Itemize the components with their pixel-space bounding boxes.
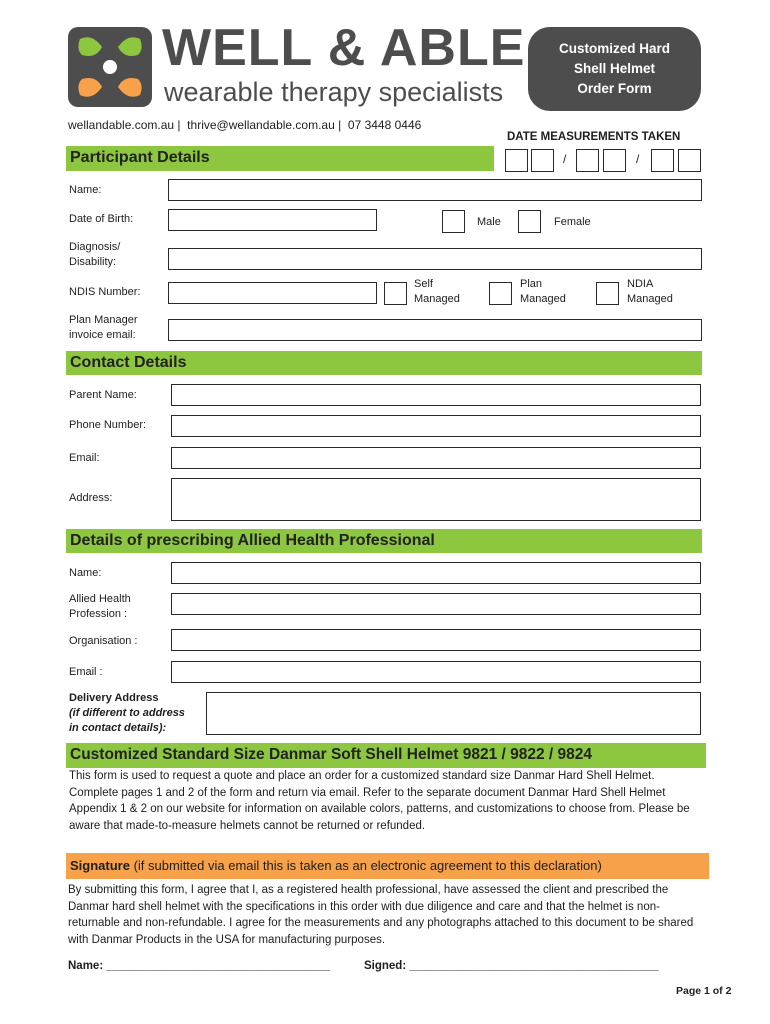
- signature-heading: [66, 853, 709, 879]
- organisation-label: Organisation :: [69, 635, 138, 647]
- delivery-address-label: Delivery Address: [69, 692, 159, 704]
- signature-signed-line[interactable]: Signed: _______________________________________: [364, 960, 659, 972]
- organisation-field[interactable]: [171, 629, 701, 651]
- profession-field[interactable]: [171, 593, 701, 615]
- signature-name-line[interactable]: Name: ___________________________________: [68, 960, 331, 972]
- female-label: Female: [554, 216, 591, 228]
- ndia-managed-label: NDIA Managed: [627, 278, 673, 305]
- participant-name-field[interactable]: [168, 179, 702, 201]
- phone-label: Phone Number:: [69, 419, 147, 431]
- address-field[interactable]: [171, 478, 701, 521]
- day-digit-2[interactable]: [531, 149, 554, 172]
- month-digit-1[interactable]: [576, 149, 599, 172]
- brand-name: WELL & ABLE: [162, 19, 526, 77]
- brand-tagline: wearable therapy specialists: [164, 77, 504, 107]
- form-badge: Customized Hard Shell Helmet Order Form: [528, 27, 701, 111]
- phone-field[interactable]: [171, 415, 701, 437]
- plan-managed-checkbox[interactable]: [489, 282, 512, 305]
- address-label: Address:: [69, 492, 113, 504]
- logo-mark: [68, 27, 152, 107]
- signature-heading-bold: Signature: [70, 858, 130, 873]
- diagnosis-field[interactable]: [168, 248, 702, 270]
- parent-name-field[interactable]: [171, 384, 701, 406]
- ndis-field[interactable]: [168, 282, 377, 304]
- allied-health-heading: Details of prescribing Allied Health Professional: [66, 529, 702, 553]
- allied-name-field[interactable]: [171, 562, 701, 584]
- participant-details-heading: Participant Details: [66, 146, 494, 171]
- date-separator: /: [563, 152, 567, 166]
- male-checkbox[interactable]: [442, 210, 465, 233]
- participant-name-label: Name:: [69, 184, 102, 196]
- page-number: Page 1 of 2: [676, 985, 732, 997]
- day-digit-1[interactable]: [505, 149, 528, 172]
- male-label: Male: [477, 216, 501, 228]
- date-separator: /: [636, 152, 640, 166]
- helmet-heading: Customized Standard Size Danmar Soft Shell Helmet 9821 / 9822 / 9824: [66, 743, 706, 768]
- ndis-label: NDIS Number:: [69, 286, 141, 298]
- plan-manager-email-field[interactable]: [168, 319, 702, 341]
- allied-email-field[interactable]: [171, 661, 701, 683]
- allied-name-label: Name:: [69, 567, 102, 579]
- contact-email-label: Email:: [69, 452, 100, 464]
- plan-manager-email-label: Plan Manager invoice email:: [69, 314, 138, 341]
- month-digit-2[interactable]: [603, 149, 626, 172]
- date-measurements-label: DATE MEASUREMENTS TAKEN: [507, 131, 681, 143]
- signature-declaration: By submitting this form, I agree that I, as a registered health professional, have assessed the client and prescribed the Danmar hard shell helmet with the specifications in this order with due diligence and care and that the helmet is non-returnable and non-refundable. I agree for the measurements and any photographs attached to this document to be shared with Danmar Products in the USA for manufacturing purposes.: [68, 884, 694, 946]
- parent-name-label: Parent Name:: [69, 389, 137, 401]
- delivery-address-note: (if different to address in contact details):: [69, 707, 185, 734]
- year-digit-2[interactable]: [678, 149, 701, 172]
- plan-managed-label: Plan Managed: [520, 278, 566, 305]
- dob-field[interactable]: [168, 209, 377, 231]
- self-managed-checkbox[interactable]: [384, 282, 407, 305]
- delivery-address-field[interactable]: [206, 692, 701, 735]
- signature-heading-note: (if submitted via email this is taken as an electronic agreement to this declaration): [129, 858, 602, 873]
- contact-details-heading: Contact Details: [66, 351, 702, 375]
- date-measurements-fields[interactable]: [505, 149, 705, 173]
- female-checkbox[interactable]: [518, 210, 541, 233]
- ndia-managed-checkbox[interactable]: [596, 282, 619, 305]
- allied-email-label: Email :: [69, 666, 103, 678]
- dob-label: Date of Birth:: [69, 213, 134, 225]
- self-managed-label: Self Managed: [414, 278, 460, 305]
- profession-label: Allied Health Profession :: [69, 593, 131, 620]
- contact-email-field[interactable]: [171, 447, 701, 469]
- year-digit-1[interactable]: [651, 149, 674, 172]
- contact-line: wellandable.com.au | thrive@wellandable.com.au | 07 3448 0446: [68, 118, 422, 132]
- helmet-description: This form is used to request a quote and place an order for a customized standard size Danmar Hard Shell Helmet. Complete pages 1 and 2 of the form and return via email. Refer to the separate document Danmar Hard Shell Helmet Appendix 1 & 2 on our website for information on available colors, patterns, and customizations to choose from. Please be aware that made-to-measure helmets cannot be returned or refunded.: [69, 770, 690, 832]
- diagnosis-label: Diagnosis/ Disability:: [69, 241, 121, 268]
